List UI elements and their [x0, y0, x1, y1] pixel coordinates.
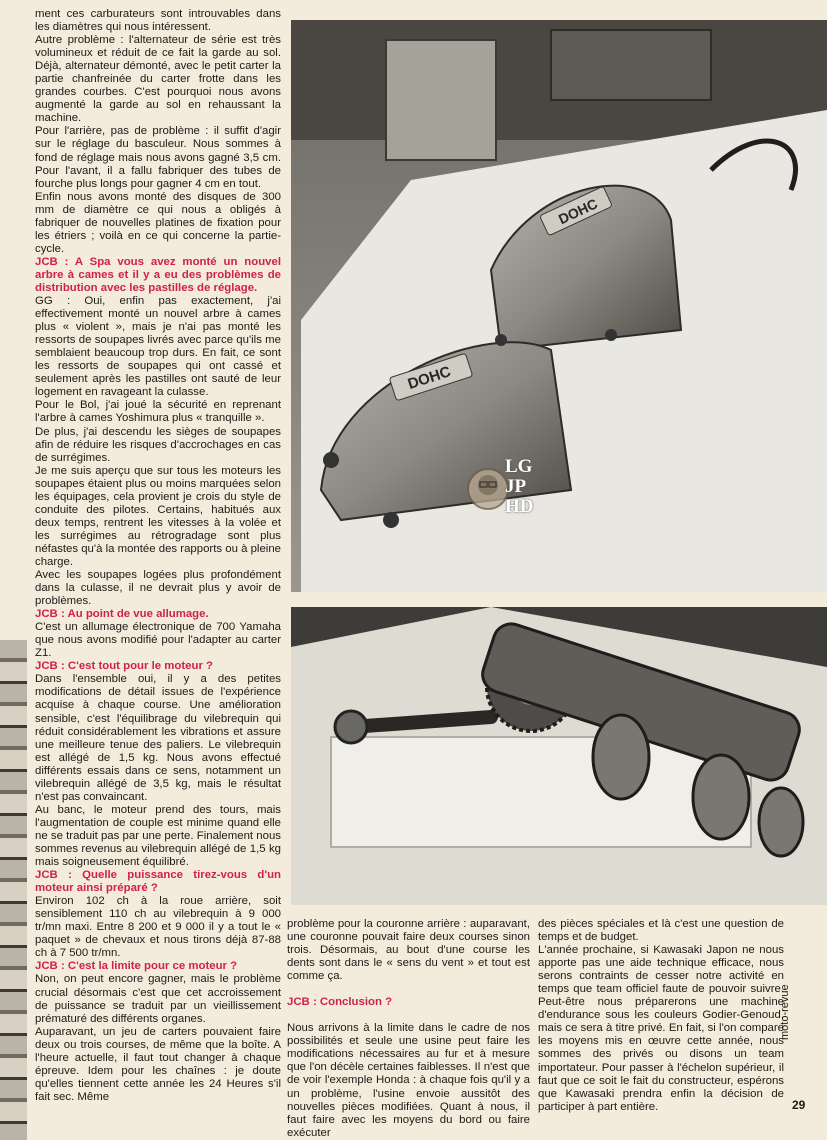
- paragraph: Pour l'arrière, pas de problème : il suffit d'agir sur le réglage du basculeur. Nous sommes à fond de réglage mais nous avons gagné 3,5 cm. Pour l'avant, il a fallu fabriquer des tubes de fourche plus longs pour gagner 4 cm en tout.: [35, 125, 281, 190]
- paragraph: Dans l'ensemble oui, il y a des petites modifications de détail issues de l'expérience acquise à chaque course. Une amélioration sensible, c'est l'équilibrage du vilebrequin qui réduit considérablement les vibrations et assure une meilleure tenue des paliers. Le vilebrequin est allégé de 1,5 kg. Nous avons effectué différents essais dans ce sens, notamment un vilebrequin allégé de 3,5 kg, mais le résultat n'est pas convaincant.: [35, 673, 281, 803]
- photo-cam-covers: [291, 20, 827, 592]
- interview-question: JCB : A Spa vous avez monté un nouvel arbre à cames et il y a eu des problèmes de distribution avec les pastilles de réglage.: [35, 255, 281, 294]
- photo-crankshaft-illustration: [291, 607, 827, 905]
- interview-question: JCB : Quelle puissance tirez-vous d'un moteur ainsi préparé ?: [35, 869, 281, 895]
- magazine-name: moto-revue: [779, 984, 791, 1040]
- paragraph: ment ces carburateurs sont introuvables dans les diamètres qui nous intéressent.: [35, 8, 281, 34]
- photo-crankshaft: [291, 607, 827, 905]
- interview-question: JCB : C'est tout pour le moteur ?: [35, 660, 214, 673]
- paragraph: Au banc, le moteur prend des tours, mais l'augmentation de couple est minime quand elle ne se traduit pas par une perte. Finalement nous sommes revenus au vilebrequin allégé de 1,5 kg mais soigneusement équilibré.: [35, 803, 281, 869]
- article-column-left: [35, 8, 281, 1104]
- cam-cover-logo: DOHC: [555, 195, 600, 228]
- watermark-text: [505, 457, 549, 517]
- page-number: 29: [792, 1098, 806, 1112]
- paragraph: Autre problème : l'alternateur de série est très volumineux et réduit de ce fait la garde au sol. Déjà, alternateur démonté, avec le petit carter la partie chanfreinée du carter frotte dans les grandes courbes. C'est pourquoi nous avons augmenté la garde au sol en rehaussant la machine.: [35, 34, 281, 125]
- watermark-line: LG: [505, 456, 533, 477]
- paragraph: L'année prochaine, si Kawasaki Japon ne nous apporte pas une aide technique efficace, nous serons contraints de cesser notre activité en temps que team officiel faute de pouvoir suivre. Peut-être nous préparerons une machine d'endurance sous les couleurs Godier-Genoud, mais ce sera à titre privé. En fait, si l'on compare les moyens mis en œuvre cette année, nous sommes des privés ou disons un team importateur. Pour passer à l'échelon supérieur, il faut que ce soit le fait du constructeur, espérons que Kawasaki prendra enfin la décision de participer à part entière.: [538, 944, 784, 1113]
- photo-cam-covers-illustration: [291, 20, 827, 592]
- paragraph: Non, on peut encore gagner, mais le problème crucial désormais c'est que cet accroissement de puissance se traduit par un vieillissement prématuré des différents organes.: [35, 973, 281, 1025]
- paragraph: Avec les soupapes logées plus profondément dans la culasse, il ne devrait plus y avoir de problèmes.: [35, 569, 281, 608]
- interview-question: JCB : Conclusion ?: [287, 996, 393, 1009]
- paragraph: Auparavant, un jeu de carters pouvaient faire deux ou trois courses, de même que la boîte. A l'heure actuelle, il faut tout changer à chaque épreuve. Idem pour les chaînes : je doute qu'elles tiennent cette année les 24 Heures s'il fait sec. Même: [35, 1025, 281, 1103]
- paragraph: Je me suis aperçu que sur tous les moteurs les soupapes étaient plus ou moins marquées selon les équipages, cela provient je crois du style de conduite des pilotes. Certains, habitués aux deux temps, rentrent les vitesses à la volée et les surrégimes au rétrogradage sont plus néfastes qu'à la montée des rapports ou à pleine charge.: [35, 464, 281, 568]
- paragraph: Nous arrivons à la limite dans le cadre de nos possibilités et seule une usine peut faire les modifications nécessaires au fur et à mesure que l'on décèle certaines faiblesses. Il n'est que de voir l'exemple Honda : à chaque fois qu'il y a un problème, l'usine envoie aussitôt des nouvelles pièces modifiées. Quant à nous, il faut faire avec les moyens du bord ou faire exécuter: [287, 1022, 530, 1139]
- cam-cover-logo: DOHC: [405, 363, 453, 393]
- watermark-line: HD: [505, 496, 534, 517]
- interview-question: JCB : Au point de vue allumage.: [35, 608, 209, 621]
- paragraph: GG : Oui, enfin pas exactement, j'ai effectivement monté un nouvel arbre à cames plus « violent », mais je n'ai pas monté les ressorts de soupapes livrés avec parce qu'ils me semblaient beaucoup trop durs. En fait, ce sont les ressorts de soupapes qui ont cassé et seulement après les pastilles ont sauté de leur logement en ravageant la culasse.: [35, 295, 281, 399]
- paragraph: Environ 102 ch à la roue arrière, soit sensiblement 110 ch au vilebrequin à 9 000 tr/mn maxi. Entre 8 200 et 9 000 il y a tout le « paquet » de chevaux et nous tirons déjà 87-88 ch à 7 500 tr/mn.: [35, 895, 281, 960]
- adjacent-page-edge: [0, 640, 27, 1140]
- paragraph: Pour le Bol, j'ai joué la sécurité en reprenant l'arbre à cames Yoshimura plus « tranquille ».: [35, 399, 281, 425]
- paragraph: problème pour la couronne arrière : auparavant, une couronne pouvait faire deux courses sinon trois. Désormais, au bout d'une course les dents sont dans le « sens du vent » et tout est comme ça.: [287, 918, 530, 983]
- paragraph: C'est un allumage électronique de 700 Yamaha que nous avons modifié pour l'adapter au carter Z1.: [35, 621, 281, 660]
- article-column-middle: [287, 918, 530, 1140]
- watermark-line: JP: [505, 476, 527, 497]
- paragraph: De plus, j'ai descendu les sièges de soupapes afin de réduire les risques d'accrochages en cas de surrégimes.: [35, 425, 281, 464]
- paragraph: des pièces spéciales et là c'est une question de temps et de budget.: [538, 918, 784, 944]
- article-column-right: [538, 918, 784, 1114]
- paragraph: Enfin nous avons monté des disques de 300 mm de diamètre ce qui nous a obligés à fabriquer de nouvelles platines de fixation pour les étriers ; voilà en ce qui concerne la partie-cycle.: [35, 190, 281, 255]
- interview-question: JCB : C'est la limite pour ce moteur ?: [35, 960, 238, 973]
